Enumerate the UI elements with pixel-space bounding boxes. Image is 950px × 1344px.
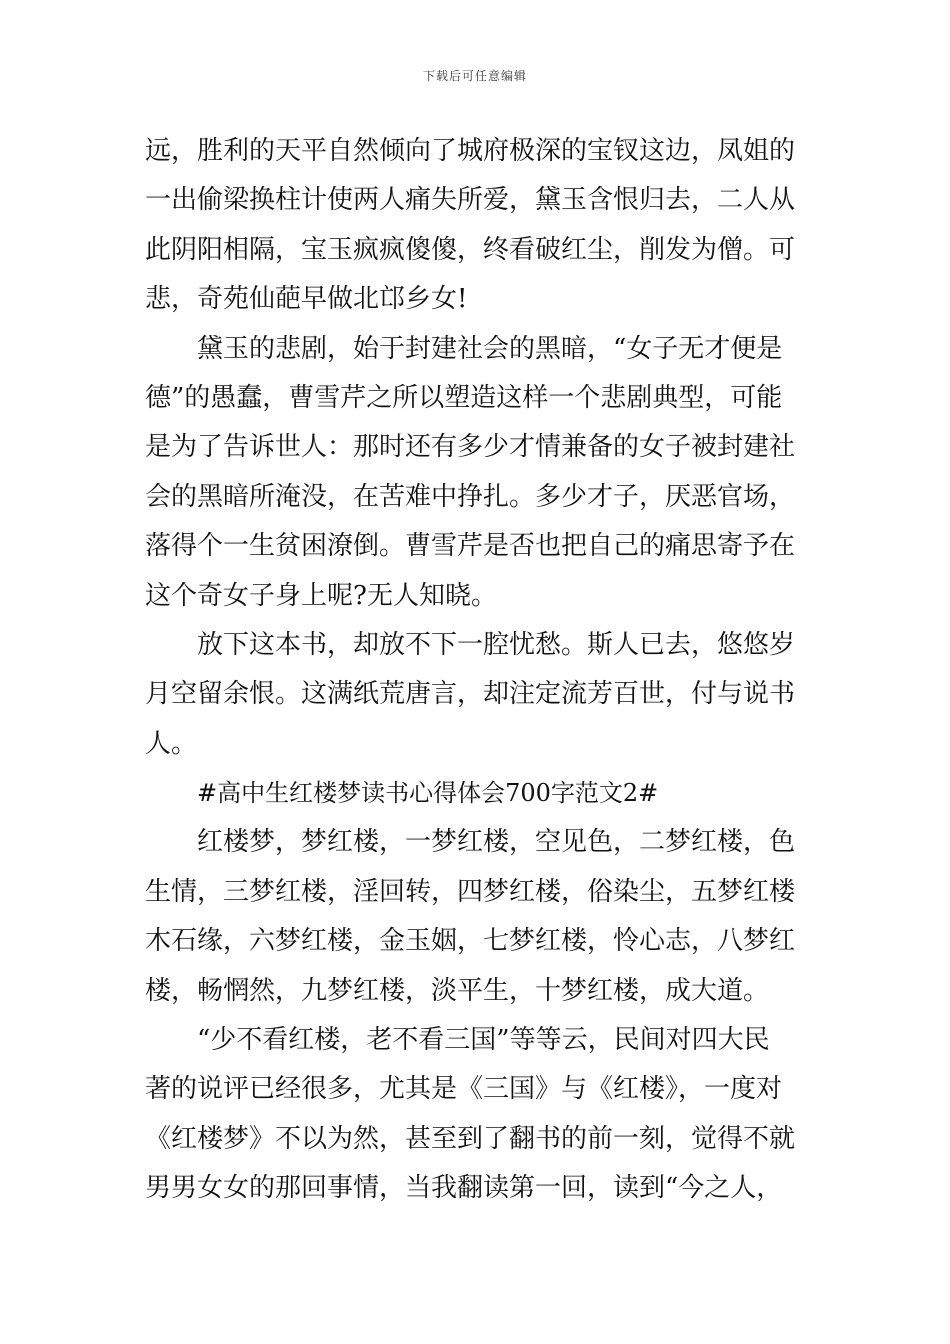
text-line: 著的说评已经很多，尤其是《三国》与《红楼》，一度对 <box>145 1074 783 1105</box>
text-line: 男男女女的那回事情，当我翻读第一回，读到“今之人， <box>145 1173 783 1204</box>
text-line: 悲，奇苑仙葩早做北邙乡女! <box>145 284 468 315</box>
text-line: 放下这本书，却放不下一腔忧愁。斯人已去，悠悠岁 <box>197 629 796 660</box>
section-heading: #高中生红楼梦读书心得体会700字范文2# <box>197 779 659 808</box>
text-line: 这个奇女子身上呢?无人知晓。 <box>145 580 497 611</box>
text-line: 月空留余恨。这满纸荒唐言，却注定流芳百世，付与说书 <box>145 679 796 710</box>
text-line: 一出偷梁换柱计使两人痛失所爱，黛玉含恨归去，二人从 <box>145 185 796 216</box>
text-line: 黛玉的悲剧，始于封建社会的黑暗，“女子无才便是 <box>197 333 783 364</box>
text-line: 《红楼梦》不以为然，甚至到了翻书的前一刻，觉得不就 <box>145 1123 796 1154</box>
text-line: 此阴阳相隔，宝玉疯疯傻傻，终看破红尘，削发为僧。可 <box>145 234 796 265</box>
text-line: “少不看红楼，老不看三国”等等云，民间对四大民 <box>197 1025 770 1056</box>
text-line: 楼，畅惘然，九梦红楼，淡平生，十梦红楼，成大道。 <box>145 975 770 1006</box>
text-line: 是为了告诉世人：那时还有多少才情兼备的女子被封建社 <box>145 432 796 463</box>
header-note: 下载后可任意编辑 <box>422 69 527 83</box>
text-line: 会的黑暗所淹没，在苦难中挣扎。多少才子，厌恶官场， <box>145 481 796 512</box>
text-line: 远，胜利的天平自然倾向了城府极深的宝钗这边，凤姐的 <box>145 136 796 166</box>
text-line: 红楼梦，梦红楼，一梦红楼，空见色，二梦红楼，色 <box>197 827 796 858</box>
body-text <box>145 127 809 1214</box>
text-line: 生情，三梦红楼，淫回转，四梦红楼，俗染尘，五梦红楼 <box>145 876 796 907</box>
text-line: 德”的愚蠢，曹雪芹之所以塑造这样一个悲剧典型，可能 <box>145 382 783 413</box>
text-line: 人。 <box>145 728 198 759</box>
text-line: 木石缘，六梦红楼，金玉姻，七梦红楼，怜心志，八梦红 <box>145 926 796 957</box>
text-line: 落得个一生贫困潦倒。曹雪芹是否也把自己的痛思寄予在 <box>145 531 796 562</box>
